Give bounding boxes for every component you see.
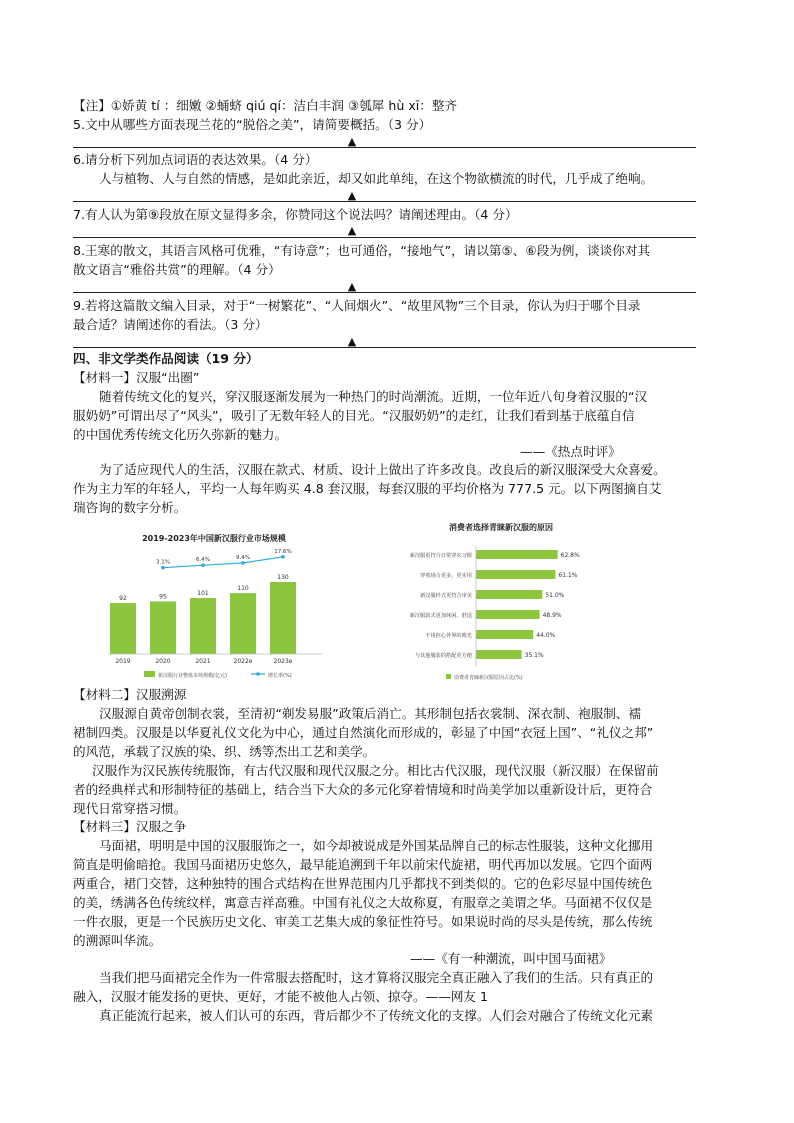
material-1-para-1-line: 的中国优秀传统文化历久弥新的魅力。	[73, 427, 288, 442]
bar	[270, 582, 296, 654]
material-1-para-1-line: 服奶奶”可谓出尽了“风头”，吸引了无数年轻人的目光。“汉服奶奶”的走红，让我们看到基于底蕴自信	[73, 408, 635, 423]
category-label: 穿着场合更多，更实用	[420, 573, 472, 579]
x-tick-label: 2019	[115, 658, 131, 665]
growth-rate-point	[241, 561, 245, 565]
material-3-para-1-line: 一件衣服，更是一个民族历史文化、审美工艺集大成的象征性符号。如果说时尚的尽头是传统，那么传统	[73, 914, 653, 929]
bar-value-label: 62.8%	[560, 552, 580, 559]
question-5: 5.文中从哪些方面表现兰花的“脱俗之美”，请简要概括。（3 分）	[73, 117, 432, 132]
material-2-para-2-line: 者的经典样式和形制特征的基础上，结合当下大众的多元化穿着情境和时尚美学加以重新设计后，更符合	[73, 782, 653, 797]
category-label: 不用担心外界的眼光	[425, 633, 472, 639]
bar-value-label: 44.0%	[536, 632, 556, 639]
bar-value-label: 130	[277, 574, 289, 581]
question-8-line-1: 8.王寒的散文，其语言风格可优雅，“有诗意”；也可通俗，“接地气”，请以第⑤、⑥段为例，谈谈你对其	[73, 243, 651, 258]
bar	[476, 650, 522, 659]
category-label: 与其他服装的搭配更方便	[414, 653, 472, 659]
bar-value-label: 101	[197, 590, 209, 598]
material-1-para-2-line: 作为主力军的年轻人，平均一人每年购买 4.8 套汉服，每套汉服的平均价格为 777.5 元。以下两图摘自艾	[73, 481, 662, 496]
bar	[110, 603, 136, 654]
bar	[476, 550, 558, 559]
answer-line[interactable]	[73, 292, 696, 293]
growth-rate-label: 6.4%	[196, 557, 210, 564]
growth-rate-label: 9.4%	[236, 554, 250, 561]
material-1-para-1-line: 随着传统文化的复兴，穿汉服逐渐发展为一种热门的时尚潮流。近期，一位年近八旬身着汉服的“汉	[99, 389, 648, 404]
bar	[150, 601, 176, 654]
bar	[230, 593, 256, 654]
x-tick-label: 2020	[155, 658, 171, 665]
answer-marker-triangle: ▲	[347, 224, 357, 237]
material-3-para-1-line: 的美，绣满各色传统纹样，寓意吉祥高雅。中国有礼仪之大故称夏，有服章之美谓之华。马面裙不仅仅是	[73, 895, 653, 910]
legend-bar-label: 新汉服行业整体市场规模(亿元)	[158, 673, 227, 679]
material-2-para-1-line: 的风范，承载了汉族的染、织、绣等杰出工艺和美学。	[73, 744, 376, 759]
material-3-para-1-line: 简直是明偷暗抢。我国马面裙历史悠久，最早能追溯到千年以前宋代旋裙，明代再加以发展。它四个面两	[73, 857, 653, 872]
material-3-para-1-line: 两重合，裙门交替，这种独特的围合式结构在世界范围内几乎都找不到类似的。它的色彩尽显中国传统色	[73, 876, 653, 891]
category-label: 新汉服款式更加休闲、舒适	[409, 613, 472, 619]
bar	[476, 570, 555, 579]
bar	[476, 630, 533, 639]
material-3-title: 【材料三】汉服之争	[73, 819, 187, 834]
category-label: 新汉服样式更符合审美	[420, 593, 472, 599]
question-9-line-2: 最合适？请阐述你的看法。（3 分）	[73, 317, 268, 332]
growth-rate-line	[163, 554, 283, 568]
legend-line-label: 增长率(%)	[268, 673, 292, 679]
growth-rate-point	[161, 566, 165, 570]
bar-value-label: 110	[237, 585, 249, 593]
x-tick-label: 2023e	[273, 658, 293, 665]
question-8-line-2: 散文语言“雅俗共赏”的理解。（4 分）	[73, 262, 281, 277]
answer-line[interactable]	[73, 237, 696, 238]
market-size-chart	[104, 528, 326, 683]
material-2-para-2-line: 现代日常穿搭习惯。	[73, 801, 187, 816]
legend-label: 消费者青睐新汉服原因占比(%)	[454, 675, 523, 681]
question-6: 6.请分析下列加点词语的表达效果。（4 分）	[73, 152, 318, 167]
material-1-para-2-line: 为了适应现代人的生活，汉服在款式、材质、设计上做出了许多改良。改良后的新汉服深受大众喜爱。	[99, 462, 666, 477]
answer-marker-triangle: ▲	[347, 335, 357, 348]
material-2-para-2-line: 汉服作为汉民族传统服饰，有古代汉服和现代汉服之分。相比古代汉服，现代汉服（新汉服）在保留前	[92, 763, 659, 778]
answer-marker-triangle: ▲	[347, 189, 357, 202]
question-6-quote: 人与植物、人与自然的情感，是如此亲近，却又如此单纯，在这个物欲横流的时代，几乎成了绝响。	[99, 171, 654, 186]
chart-title: 消费者选择青睐新汉服的原因	[449, 523, 553, 532]
consumer-reasons-chart	[386, 516, 616, 686]
chart-legend	[144, 671, 292, 679]
growth-rate-point	[281, 555, 285, 559]
material-3-para-2-line: 当我们把马面裙完全作为一件常服去搭配时，这才算将汉服完全真正融入了我们的生活。只有真正的	[99, 970, 654, 985]
bar-value-label: 92	[119, 595, 127, 603]
bar	[476, 590, 542, 599]
material-3-source: ——《有一种潮流，叫中国马面裙》	[410, 951, 612, 966]
question-9-line-1: 9.若将这篇散文编入目录，对于“一树繁花”、“人间烟火”、“故里风物”三个目录，你认为归于哪个目录	[73, 298, 641, 313]
answer-line[interactable]	[73, 147, 696, 148]
answer-marker-triangle: ▲	[347, 135, 357, 148]
growth-rate-point	[201, 563, 205, 567]
chart-title: 2019-2023年中国新汉服行业市场规模	[142, 534, 286, 543]
material-2-title: 【材料二】汉服溯源	[73, 687, 187, 702]
x-tick-label: 2021	[195, 658, 211, 665]
chart-legend	[446, 674, 523, 681]
material-1-source: ——《热点时评》	[520, 444, 621, 459]
answer-line[interactable]	[73, 201, 696, 202]
x-tick-label: 2022e	[233, 658, 253, 665]
bar-value-label: 48.9%	[542, 612, 562, 619]
answer-marker-triangle: ▲	[347, 280, 357, 293]
answer-line[interactable]	[73, 347, 696, 348]
growth-rate-label: 3.1%	[156, 559, 170, 566]
material-1-title: 【材料一】汉服“出圈”	[73, 370, 200, 385]
section-4-title: 四、非文学类作品阅读（19 分）	[73, 351, 259, 366]
bar	[476, 610, 540, 619]
material-1-para-2-line: 瑞咨询的数字分析。	[73, 500, 187, 515]
material-3-para-1-line: 的溯源叫华流。	[73, 933, 162, 948]
growth-rate-label: 17.6%	[274, 548, 292, 555]
category-label: 新汉服更符合日常穿衣习惯	[409, 553, 472, 559]
material-2-para-1-line: 裙制四类。汉服是以华夏礼仪文化为中心，通过自然演化而形成的，彰显了中国“衣冠上国”、“礼仪之邦”	[73, 725, 654, 740]
material-2-para-1-line: 汉服源自黄帝创制衣裳，至清初“剃发易服”政策后消亡。其形制包括衣裳制、深衣制、袍服制、襦	[99, 706, 641, 721]
bar-value-label: 35.1%	[524, 652, 544, 659]
bar	[190, 598, 216, 654]
annotation-note: 【注】①娇黄 tí ：细嫩 ②蛹蛴 qiú qí：洁白丰润 ③瓠犀 hù xī：整齐	[73, 98, 458, 113]
material-3-para-3-line: 真正能流行起来，被人们认可的东西，背后都少不了传统文化的支撑。人们会对融合了传统文化元素	[99, 1008, 654, 1023]
bar-value-label: 95	[159, 593, 167, 601]
material-3-para-1-line: 马面裙，明明是中国的汉服服饰之一，如今却被说成是外国某品牌自己的标志性服装，这种文化挪用	[99, 838, 654, 853]
bar-value-label: 51.0%	[545, 592, 565, 599]
question-7: 7.有人认为第⑨段放在原文显得多余，你赞同这个说法吗？请阐述理由。（4 分）	[73, 207, 518, 222]
bar-value-label: 61.1%	[558, 572, 578, 579]
material-3-para-2-line: 融入，汉服才能发扬的更快、更好，才能不被他人占领、掠夺。——网友 1	[73, 989, 489, 1004]
